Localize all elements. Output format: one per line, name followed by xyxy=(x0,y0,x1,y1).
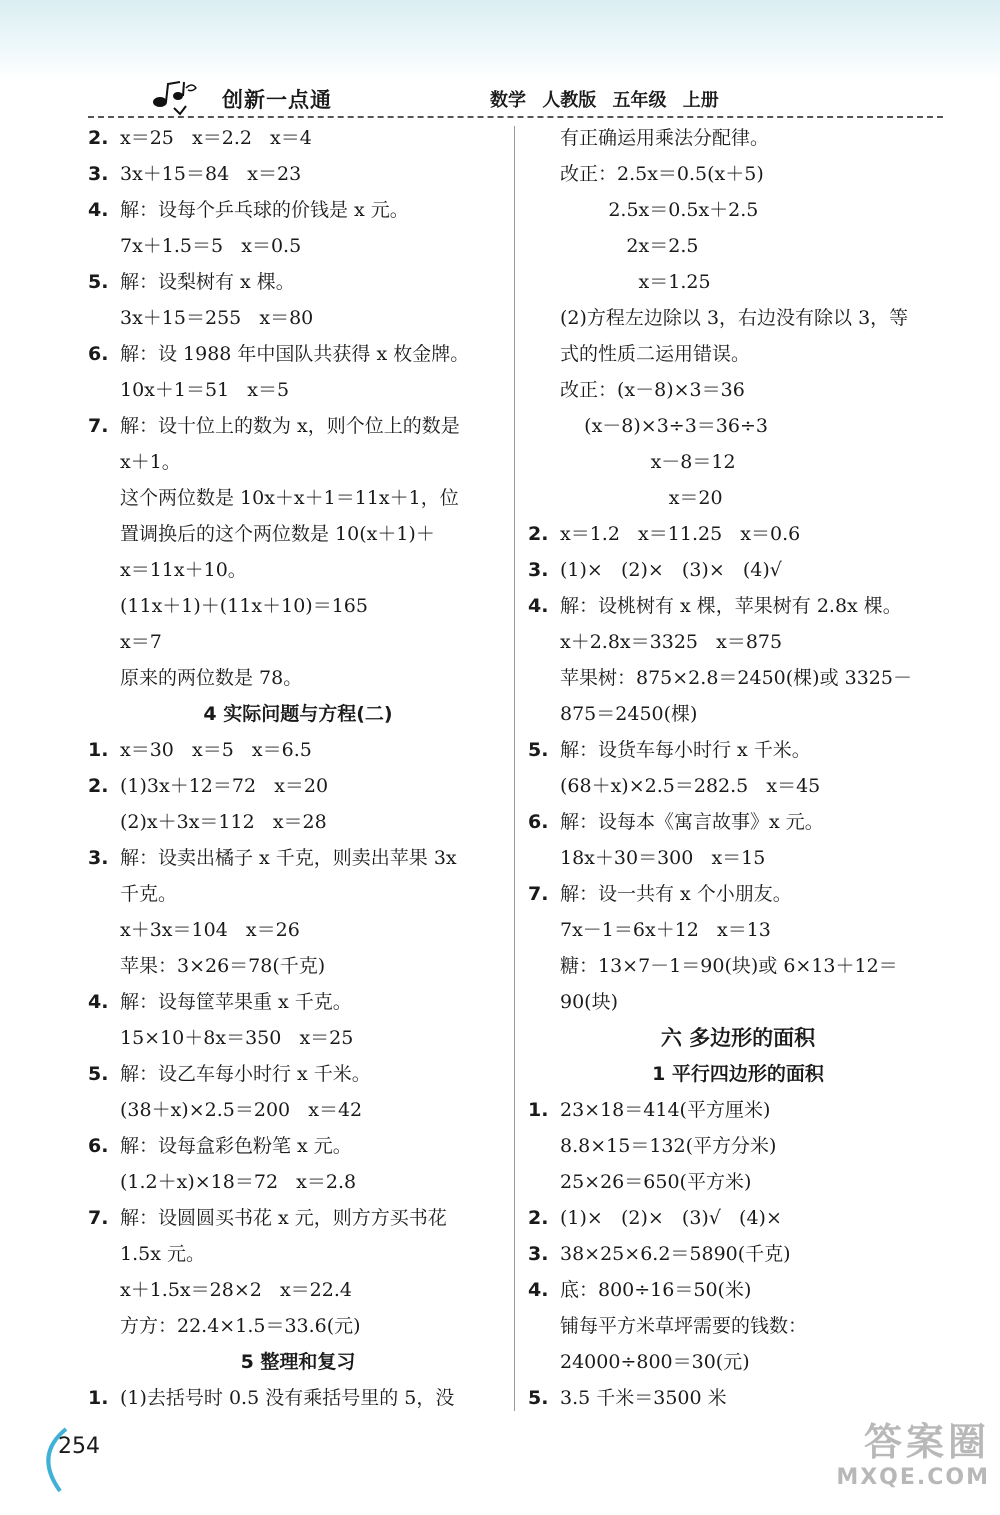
answer-continuation: (2)x＋3x＝112 x＝28 xyxy=(120,811,327,833)
question-number: 3. xyxy=(528,559,549,581)
answer-text: (1)× (2)× (3)× (4)√ xyxy=(560,559,782,581)
answer-text: 解：设货车每小时行 x 千米。 xyxy=(560,739,811,761)
question-number: 5. xyxy=(528,1387,549,1409)
music-notes-logo-icon xyxy=(150,78,210,116)
answer-continuation: 原来的两位数是 78。 xyxy=(120,667,303,689)
answer-line xyxy=(88,1056,508,1092)
answer-continuation: (38＋x)×2.5＝200 x＝42 xyxy=(120,1099,363,1121)
answer-continuation: 25×26＝650(平方米) xyxy=(560,1171,752,1193)
answer-line xyxy=(528,1380,948,1416)
top-decoration-band xyxy=(0,0,1000,80)
answer-continuation: 15×10＋8x＝350 x＝25 xyxy=(120,1027,354,1049)
answer-continuation: (11x＋1)＋(11x＋10)＝165 xyxy=(120,595,368,617)
answer-line xyxy=(528,516,948,552)
answer-line xyxy=(528,588,948,624)
answer-line xyxy=(528,876,948,912)
answer-line xyxy=(88,984,508,1020)
answer-line xyxy=(88,264,508,300)
right-column xyxy=(528,120,948,1416)
header-divider xyxy=(88,116,943,118)
question-number: 1. xyxy=(88,1387,109,1409)
answer-continuation: (68＋x)×2.5＝282.5 x＝45 xyxy=(560,775,821,797)
answer-line xyxy=(88,192,508,228)
question-number: 3. xyxy=(528,1243,549,1265)
question-number: 4. xyxy=(88,991,109,1013)
page-number: 254 xyxy=(58,1434,100,1459)
answer-text: 解：设桃树有 x 棵，苹果树有 2.8x 棵。 xyxy=(560,595,902,617)
question-number: 5. xyxy=(88,1063,109,1085)
question-number: 4. xyxy=(88,199,109,221)
answer-text: 解：设 1988 年中国队共获得 x 枚金牌。 xyxy=(120,343,470,365)
answer-continuation: x＝20 xyxy=(560,487,723,509)
answer-line xyxy=(528,1272,948,1308)
answer-text: 解：设梨树有 x 棵。 xyxy=(120,271,295,293)
answer-text: 解：设每个乒乓球的价钱是 x 元。 xyxy=(120,199,409,221)
answer-continuation: (x－8)×3÷3＝36÷3 xyxy=(560,415,768,437)
answer-text: 解：设一共有 x 个小朋友。 xyxy=(560,883,792,905)
answer-line xyxy=(88,336,508,372)
answer-text: 解：设每本《寓言故事》x 元。 xyxy=(560,811,824,833)
answer-continuation: 改正：2.5x＝0.5(x＋5) xyxy=(560,163,764,185)
answer-text: 底：800÷16＝50(米) xyxy=(560,1279,752,1301)
answer-continuation: x＋2.8x＝3325 x＝875 xyxy=(560,631,783,653)
question-number: 6. xyxy=(88,343,109,365)
answer-continuation: 苹果：3×26＝78(千克) xyxy=(120,955,326,977)
answer-continuation: 糖：13×7－1＝90(块)或 6×13＋12＝ xyxy=(560,955,898,977)
answer-line xyxy=(88,120,508,156)
answer-continuation: 这个两位数是 10x＋x＋1＝11x＋1，位 xyxy=(120,487,459,509)
question-number: 5. xyxy=(528,739,549,761)
answer-continuation: 8.8×15＝132(平方分米) xyxy=(560,1135,777,1157)
answer-continuation: 18x＋30＝300 x＝15 xyxy=(560,847,766,869)
answer-line xyxy=(88,732,508,768)
question-number: 4. xyxy=(528,1279,549,1301)
watermark-url: MXQE.COM xyxy=(836,1465,990,1490)
question-number: 2. xyxy=(88,775,109,797)
answer-continuation: x＋1。 xyxy=(120,451,181,473)
answer-text: 解：设十位上的数为 x，则个位上的数是 xyxy=(120,415,460,437)
question-number: 2. xyxy=(88,127,109,149)
answer-continuation: 苹果树：875×2.8＝2450(棵)或 3325－ xyxy=(560,667,912,689)
question-number: 7. xyxy=(88,1207,109,1229)
answer-continuation: 10x＋1＝51 x＝5 xyxy=(120,379,290,401)
answer-text: 38×25×6.2＝5890(千克) xyxy=(560,1243,791,1265)
answer-text: 解：设卖出橘子 x 千克，则卖出苹果 3x xyxy=(120,847,457,869)
answer-continuation: 24000÷800＝30(元) xyxy=(560,1351,750,1373)
answer-continuation: 方方：22.4×1.5＝33.6(元) xyxy=(120,1315,361,1337)
answer-text: 3.5 千米＝3500 米 xyxy=(560,1387,727,1409)
watermark-logo-text: 答案圈 xyxy=(863,1420,990,1464)
book-title: 创新一点通 xyxy=(222,88,332,112)
section-heading: 1 平行四边形的面积 xyxy=(652,1063,824,1085)
answer-line xyxy=(88,768,508,804)
question-number: 1. xyxy=(528,1099,549,1121)
answer-line xyxy=(528,552,948,588)
answer-line xyxy=(528,1236,948,1272)
answer-text: 解：设每筐苹果重 x 千克。 xyxy=(120,991,352,1013)
answer-line xyxy=(528,732,948,768)
question-number: 1. xyxy=(88,739,109,761)
question-number: 3. xyxy=(88,847,109,869)
answer-line xyxy=(88,1200,508,1236)
answer-text: 23×18＝414(平方厘米) xyxy=(560,1099,771,1121)
answer-text: 3x＋15＝84 x＝23 xyxy=(120,163,302,185)
answer-continuation: x＝1.25 xyxy=(560,271,711,293)
answer-continuation: x＋1.5x＝28×2 x＝22.4 xyxy=(120,1279,352,1301)
answer-continuation: x＋3x＝104 x＝26 xyxy=(120,919,300,941)
question-number: 5. xyxy=(88,271,109,293)
answer-line xyxy=(528,1200,948,1236)
section-heading: 六 多边形的面积 xyxy=(660,1026,816,1050)
answer-continuation: 3x＋15＝255 x＝80 xyxy=(120,307,314,329)
answer-continuation: 2.5x＝0.5x＋2.5 xyxy=(560,199,759,221)
answer-line xyxy=(88,1380,508,1416)
answer-continuation: 7x＋1.5＝5 x＝0.5 xyxy=(120,235,302,257)
question-number: 2. xyxy=(528,523,549,545)
section-heading: 4 实际问题与方程(二) xyxy=(203,703,393,725)
section-heading: 5 整理和复习 xyxy=(240,1351,356,1373)
question-number: 3. xyxy=(88,163,109,185)
book-subtitle: 数学 人教版 五年级 上册 xyxy=(490,90,719,111)
answer-text: 解：设每盒彩色粉笔 x 元。 xyxy=(120,1135,352,1157)
answer-continuation: 千克。 xyxy=(120,883,178,905)
answer-continuation: (1.2＋x)×18＝72 x＝2.8 xyxy=(120,1171,357,1193)
question-number: 7. xyxy=(88,415,109,437)
answer-continuation: 铺每平方米草坪需要的钱数： xyxy=(560,1315,808,1337)
answer-text: x＝25 x＝2.2 x＝4 xyxy=(120,127,312,149)
answer-line xyxy=(88,408,508,444)
answer-text: (1)去括号时 0.5 没有乘括号里的 5，没 xyxy=(120,1387,455,1409)
answer-line xyxy=(528,804,948,840)
answer-continuation: 875＝2450(棵) xyxy=(560,703,698,725)
answer-text: (1)× (2)× (3)√ (4)× xyxy=(560,1207,782,1229)
answer-continuation: x＝11x＋10。 xyxy=(120,559,247,581)
answer-line xyxy=(88,1128,508,1164)
answer-continuation: 7x－1＝6x＋12 x＝13 xyxy=(560,919,771,941)
answer-continuation: (2)方程左边除以 3，右边没有除以 3，等 xyxy=(560,307,909,329)
question-number: 2. xyxy=(528,1207,549,1229)
page-header xyxy=(0,78,1000,118)
answer-line xyxy=(528,1092,948,1128)
answer-continuation: x－8＝12 xyxy=(560,451,736,473)
answer-continuation: 有正确运用乘法分配律。 xyxy=(560,127,770,149)
answer-text: 解：设乙车每小时行 x 千米。 xyxy=(120,1063,371,1085)
answer-continuation: 2x＝2.5 xyxy=(560,235,699,257)
answer-text: x＝30 x＝5 x＝6.5 xyxy=(120,739,312,761)
column-divider xyxy=(514,126,515,1411)
answer-continuation: 式的性质二运用错误。 xyxy=(560,343,751,365)
answer-continuation: x＝7 xyxy=(120,631,162,653)
question-number: 6. xyxy=(528,811,549,833)
answer-line xyxy=(88,156,508,192)
watermark xyxy=(770,1420,990,1500)
answer-text: 解：设圆圆买书花 x 元，则方方买书花 xyxy=(120,1207,447,1229)
question-number: 7. xyxy=(528,883,549,905)
answer-continuation: 1.5x 元。 xyxy=(120,1243,205,1265)
answer-line xyxy=(88,840,508,876)
left-column xyxy=(88,120,508,1416)
answer-continuation: 改正：(x－8)×3＝36 xyxy=(560,379,745,401)
question-number: 4. xyxy=(528,595,549,617)
answer-continuation: 90(块) xyxy=(560,991,619,1013)
answer-continuation: 置调换后的这个两位数是 10(x＋1)＋ xyxy=(120,523,435,545)
question-number: 6. xyxy=(88,1135,109,1157)
answer-text: (1)3x＋12＝72 x＝20 xyxy=(120,775,329,797)
answer-text: x＝1.2 x＝11.25 x＝0.6 xyxy=(560,523,801,545)
